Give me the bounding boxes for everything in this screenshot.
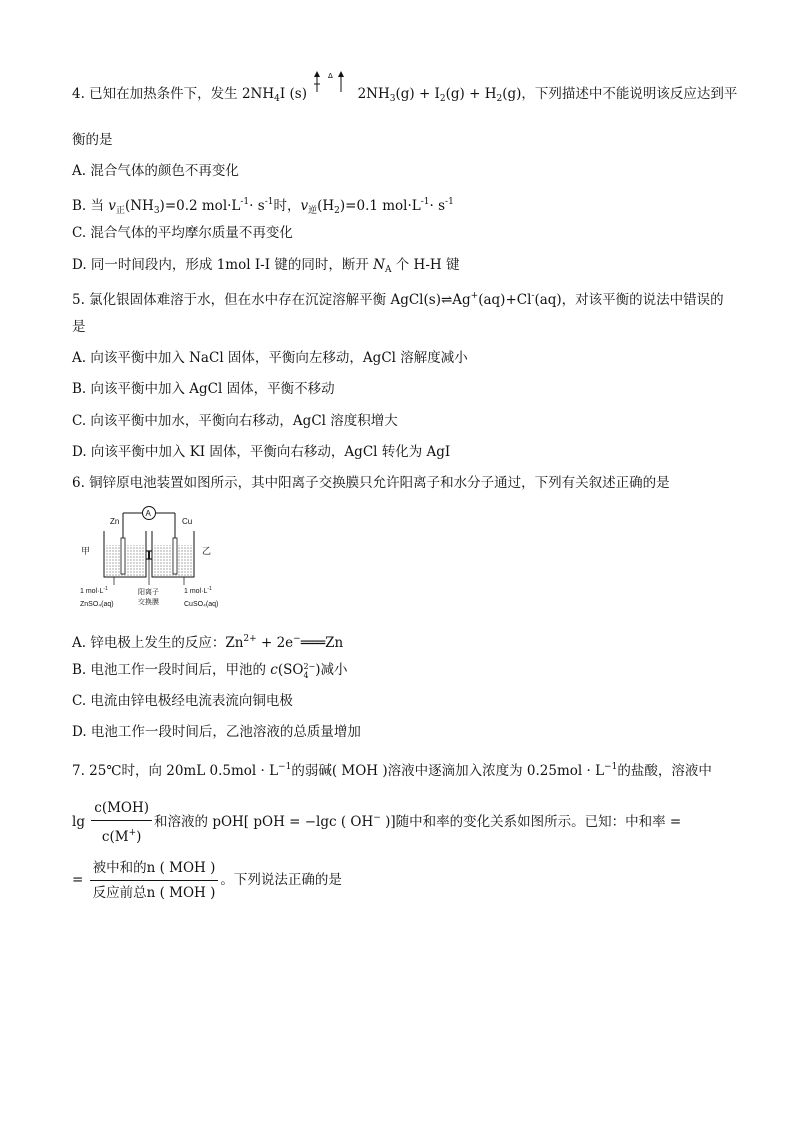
q4-option-b: B. 当 $v_正(NH_3)=0.2$ $mol\cdot L^{-1}\cdot s^{-1}$时，$v_逆(H_2)=0.1$ $mol\cdot L^{-1}\cdot s^{-1}$ (72, 197, 454, 216)
q5-option-b: B. 向该平衡中加入 AgCl 固体，平衡不移动 (72, 381, 335, 397)
q4-stem-line2: 衡的是 (72, 132, 113, 148)
membrane-icon (146, 551, 152, 585)
right-solution-label: CuSO₄(aq) (184, 601, 219, 608)
left-cell-label: 甲 (81, 546, 91, 556)
q4-stem-line1: 4. 已知在加热条件下，发生 $2NH_4I$ (s) Δ $2NH_3(g) + I_2(g) + H_2(g)$，下列描述中不能说明该反应达到平 (72, 71, 738, 104)
cu-electrode (173, 538, 177, 574)
svg-text:Δ: Δ (328, 71, 334, 80)
q4-option-c: C. 混合气体的平均摩尔质量不再变化 (72, 225, 293, 241)
galvanic-cell-diagram (76, 505, 236, 615)
q5-stem-line1: 5. 氯化银固体难溶于水，但在水中存在沉淀溶解平衡 AgCl(s)⇌Ag+(aq)+Cl-(aq)，对该平衡的说法中错误的 (72, 291, 724, 308)
right-cell-label: 乙 (202, 546, 212, 556)
q4-option-a: A. 混合气体的颜色不再变化 (72, 163, 239, 179)
q4-option-d: D. 同一时间段内，形成 1mol I-I 键的同时，断开 $N_A$ 个 H-H 键 (72, 257, 460, 275)
membrane-label-2: 交换膜 (138, 599, 159, 606)
fraction-neutralization-rate: $\frac{\text{被中和的n ( MOH )}}{\text{反应前总n ( MOH )}}$ (90, 858, 219, 903)
zn-label: Zn (110, 517, 120, 526)
q6-option-d: D. 电池工作一段时间后，乙池溶液的总质量增加 (72, 724, 361, 740)
ammeter-label: A (145, 509, 151, 518)
left-solution-label: ZnSO₄(aq) (80, 601, 114, 608)
q6-stem: 6. 铜锌原电池装置如图所示，其中阳离子交换膜只允许阳离子和水分子通过，下列有关叙述正确的是 (72, 475, 670, 491)
reversible-arrow-icon (311, 71, 353, 104)
q7-stem-line2: lg $\frac{\text{c(MOH)}}{c(M^+)}$ 和溶液的 pOH[ pOH = −lgc ( OH− )]随中和率的变化关系如图所示。已知：中和率 = (72, 800, 682, 845)
ammeter-icon (143, 507, 156, 520)
left-conc-label: 1 $mol\cdot L^{-1}$ (80, 586, 108, 595)
right-conc-label: 1 $mol\cdot L^{-1}$ (184, 586, 212, 595)
q5-option-d: D. 向该平衡中加入 KI 固体，平衡向右移动，AgCl 转化为 AgI (72, 444, 451, 460)
q7-stem-line1: 7. 25℃时，向 20mL $0.5mol \cdot L^{-1}$的弱碱( MOH )溶液中逐滴加入浓度为 $0.25mol \cdot L^{-1}$的盐酸，溶液中 (72, 762, 712, 779)
q5-stem-line2: 是 (72, 319, 86, 335)
zn-electrode (121, 538, 125, 574)
cu-label: Cu (182, 517, 193, 526)
fraction-c-moh-over-c-m: $\frac{\text{c(MOH)}}{c(M^+)}$ (91, 798, 152, 847)
q5-option-c: C. 向该平衡中加水，平衡向右移动，AgCl 溶度积增大 (72, 413, 398, 429)
membrane-label-1: 阳离子 (138, 589, 159, 596)
q6-option-c: C. 电流由锌电极经电流表流向铜电极 (72, 693, 293, 709)
q6-option-a: A. 锌电极上发生的反应：$Zn^{2+}$ + 2e−═══Zn (72, 634, 344, 651)
q5-option-a: A. 向该平衡中加入 NaCl 固体，平衡向左移动，AgCl 溶解度减小 (72, 350, 468, 366)
q6-option-b: B. 电池工作一段时间后，甲池的 c(SO 2− 4 )减小 (72, 661, 348, 680)
q7-stem-line3: = $\frac{\text{被中和的n ( MOH )}}{\text{反应前总n ( MOH )}}$ 。下列说法正确的是 (72, 860, 342, 901)
